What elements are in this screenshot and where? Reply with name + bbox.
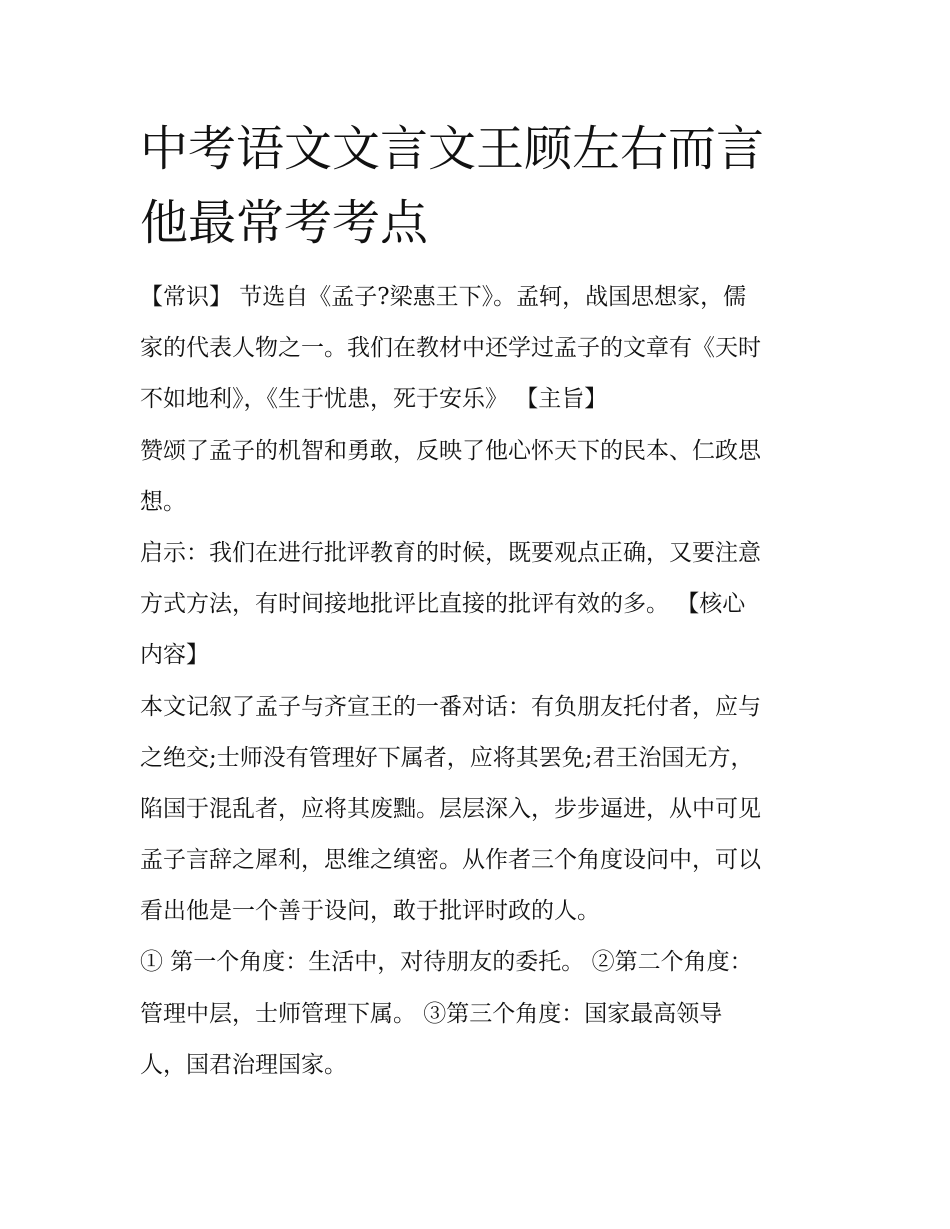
body-line: 方式方法，有时间接地批评比直接的批评有效的多。 【核心 bbox=[140, 591, 746, 618]
body-line: 管理中层，士师管理下属。 ③第三个角度：国家最高领导 bbox=[140, 1000, 723, 1027]
body-line: 孟子言辞之犀利，思维之缜密。从作者三个角度设问中，可以 bbox=[140, 847, 761, 874]
body-line: ① 第一个角度：生活中，对待朋友的委托。 ②第二个角度： bbox=[140, 949, 753, 976]
body-line: 之绝交;士师没有管理好下属者，应将其罢免;君王治国无方， bbox=[140, 744, 754, 771]
body-line: 不如地利》，《生于忧患，死于安乐》 【主旨】 bbox=[140, 386, 608, 413]
body-line: 【常识】 节选自《孟子?梁惠王下》。孟轲，战国思想家，儒 bbox=[140, 284, 747, 310]
document-title bbox=[140, 112, 820, 260]
title-line-2: 他最常考考点 bbox=[140, 195, 429, 251]
body-line: 看出他是一个善于设问，敢于批评时政的人。 bbox=[140, 898, 600, 925]
body-line: 想。 bbox=[140, 488, 186, 515]
body-line: 本文记叙了孟子与齐宣王的一番对话：有负朋友托付者，应与 bbox=[140, 693, 761, 720]
body-line: 内容】 bbox=[140, 642, 209, 669]
body-line: 人，国君治理国家。 bbox=[140, 1051, 347, 1078]
body-line: 家的代表人物之一。我们在教材中还学过孟子的文章有《天时 bbox=[140, 335, 761, 362]
body-line: 陷国于混乱者，应将其废黜。层层深入，步步逼进，从中可见 bbox=[140, 795, 761, 822]
body-line: 启示：我们在进行批评教育的时候，既要观点正确，又要注意 bbox=[140, 539, 761, 566]
document-body bbox=[140, 272, 816, 1091]
title-line-1: 中考语文文言文王顾左右而言 bbox=[140, 121, 765, 177]
body-line: 赞颂了孟子的机智和勇敢，反映了他心怀天下的民本、仁政思 bbox=[140, 437, 761, 464]
